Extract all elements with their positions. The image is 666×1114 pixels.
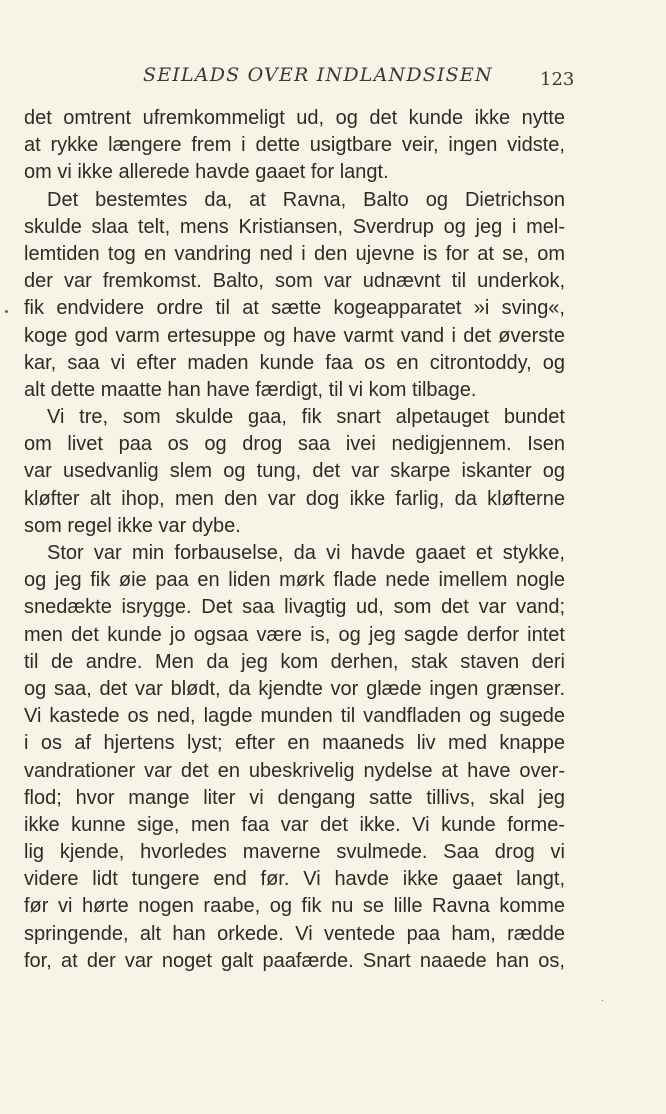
text-line: vandrationer var det en ubeskrivelig nydelse at have over- xyxy=(24,759,565,782)
text-line: at rykke længere frem i dette usigtbare veir, ingen vidste, xyxy=(24,134,565,157)
text-line: Det bestemtes da, at Ravna, Balto og Dietrichson xyxy=(47,188,565,211)
text-line: Vi tre, som skulde gaa, fik snart alpetauget bundet xyxy=(47,406,565,429)
text-line: Vi kastede os ned, lagde munden til vandfladen og sugede xyxy=(24,705,565,728)
text-line: alt dette maatte han have færdigt, til vi kom tilbage. xyxy=(24,378,477,401)
text-line: for, at der var noget galt paafærde. Snart naaede han os, xyxy=(24,949,565,972)
text-line: Stor var min forbauselse, da vi havde gaaet et stykke, xyxy=(47,542,565,564)
text-line: og jeg fik øie paa en liden mørk flade nede imellem nogle xyxy=(24,569,565,592)
text-line: skulde slaa telt, mens Kristiansen, Sverdrup og jeg i mel- xyxy=(24,215,565,238)
text-line: der var fremkomst. Balto, som var udnævnt til underkok, xyxy=(24,270,565,293)
text-line: flod; hvor mange liter vi dengang satte tillivs, skal jeg xyxy=(24,786,565,809)
text-line: kar, saa vi efter maden kunde faa os en citrontoddy, og xyxy=(24,351,565,374)
text-line: om vi ikke allerede havde gaaet for langt. xyxy=(24,161,389,184)
running-title: SEILADS OVER INDLANDSISEN xyxy=(143,64,493,86)
text-line: før vi hørte nogen raabe, og fik nu se lille Ravna komme xyxy=(24,895,565,918)
text-line: til de andre. Men da jeg kom derhen, stak staven deri xyxy=(24,650,565,673)
body-text xyxy=(24,105,565,975)
text-line: men det kunde jo ogsaa være is, og jeg sagde derfor intet xyxy=(24,623,565,646)
text-line: snedækte isrygge. Det saa livagtig ud, som det var vand; xyxy=(24,596,565,619)
text-line: om livet paa os og drog saa ivei nedigjennem. Isen xyxy=(24,433,565,456)
paper-speck xyxy=(602,1000,603,1001)
text-line: springende, alt han orkede. Vi ventede paa ham, rædde xyxy=(24,922,565,945)
text-line: var usedvanlig slem og tung, det var skarpe iskanter og xyxy=(24,460,565,483)
text-line: fik endvidere ordre til at sætte kogeapparatet »i sving«, xyxy=(24,297,565,320)
text-line: koge god varm ertesuppe og have varmt vand i det øverste xyxy=(24,324,565,347)
text-line: det omtrent ufremkommeligt ud, og det kunde ikke nytte xyxy=(24,107,565,129)
running-head xyxy=(0,64,666,94)
page-number: 123 xyxy=(540,69,575,90)
text-line: lig kjende, hvorledes maverne svulmede. Saa drog vi xyxy=(24,841,565,864)
text-line: videre lidt tungere end før. Vi havde ikke gaaet langt, xyxy=(24,868,565,891)
text-line: og saa, det var blødt, da kjendte vor glæde ingen grænser. xyxy=(24,677,565,700)
text-line: kløfter alt ihop, men den var dog ikke farlig, da kløfterne xyxy=(24,487,565,510)
text-line: som regel ikke var dybe. xyxy=(24,514,241,537)
text-line: ikke kunne sige, men faa var det ikke. Vi kunde forme- xyxy=(24,813,565,836)
text-line: lemtiden tog en vandring ned i den ujevne is for at se, om xyxy=(24,242,565,265)
margin-mark xyxy=(5,310,8,313)
text-line: i os af hjertens lyst; efter en maaneds liv med knappe xyxy=(24,732,565,755)
